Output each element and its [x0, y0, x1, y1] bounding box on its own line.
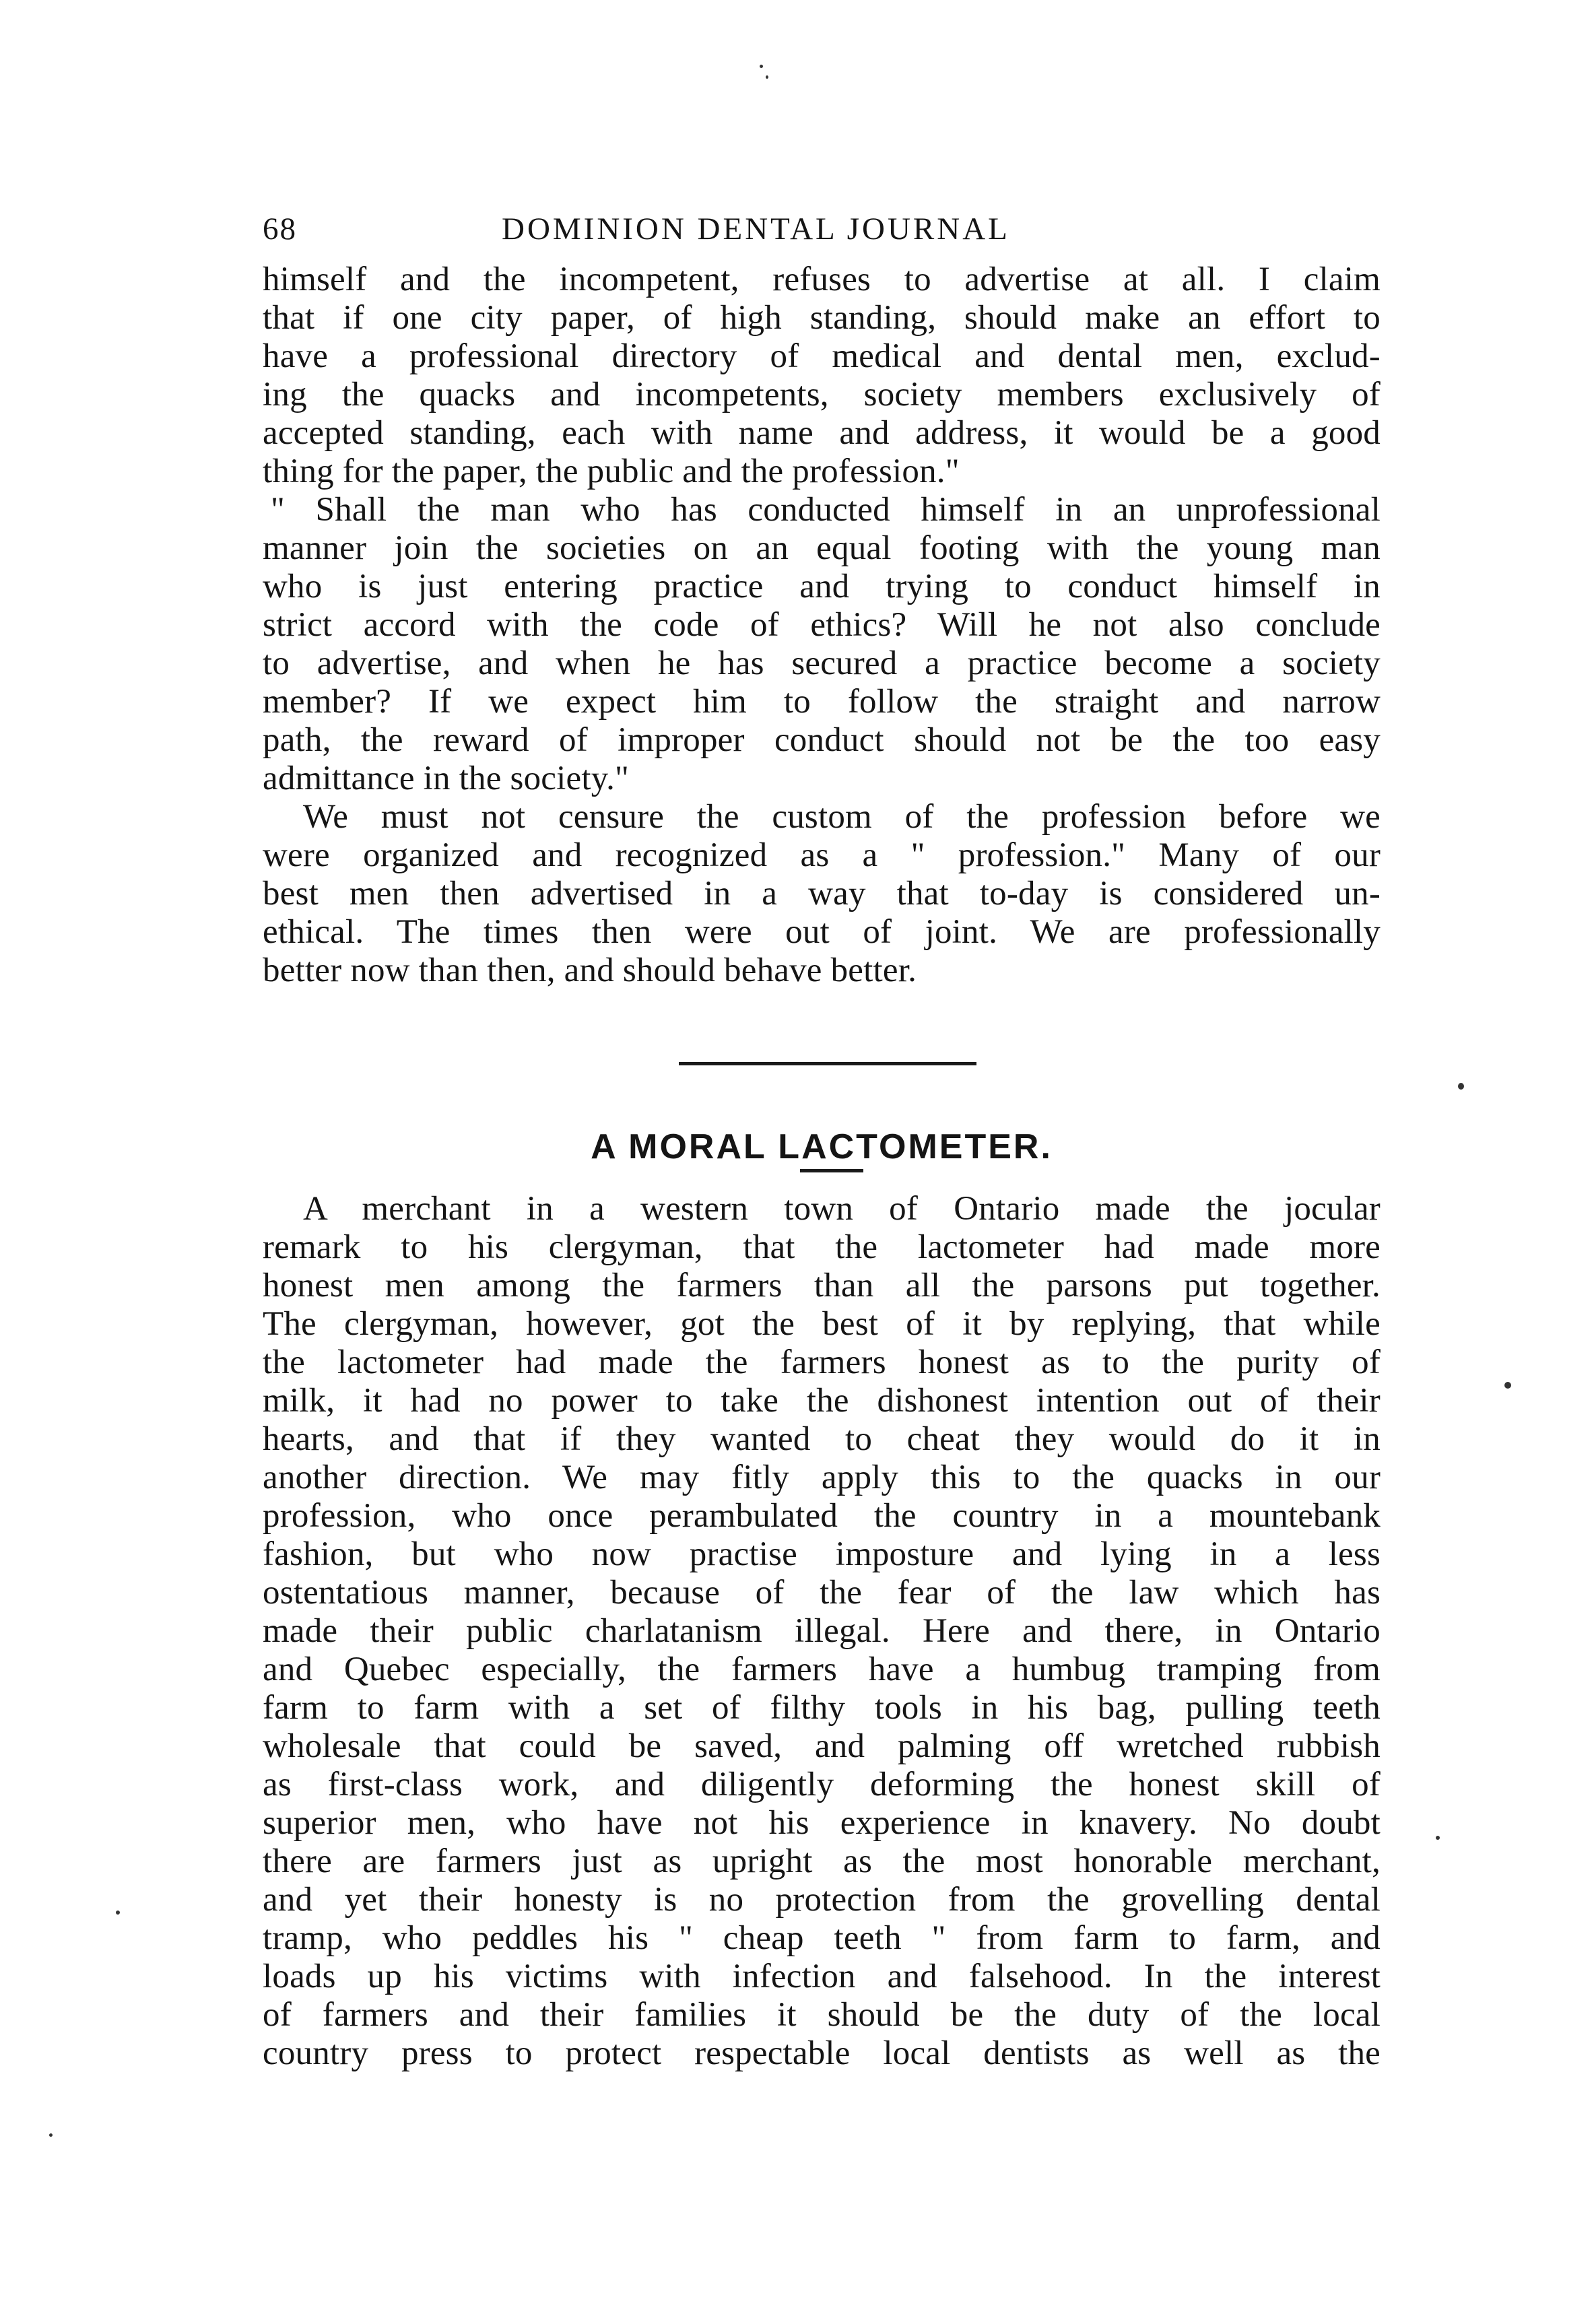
text-line: as first-class work, and diligently deforming the honest skill of: [263, 1766, 1381, 1803]
text-line: honest men among the farmers than all the parsons put together.: [263, 1267, 1381, 1304]
text-line: hearts, and that if they wanted to cheat they would do it in: [263, 1420, 1381, 1458]
scan-speck: [766, 75, 768, 79]
text-line: to advertise, and when he has secured a practice become a society: [263, 644, 1381, 682]
text-line: The clergyman, however, got the best of it by replying, that while: [263, 1305, 1381, 1343]
text-line: farm to farm with a set of filthy tools in his bag, pulling teeth: [263, 1689, 1381, 1727]
article-body: [263, 1190, 1381, 2073]
page-number: 68: [263, 211, 297, 246]
text-line: " Shall the man who has conducted himself in an unprofessional: [271, 491, 1381, 529]
text-line: thing for the paper, the public and the profession.": [263, 453, 960, 490]
section-divider: [679, 1062, 976, 1065]
text-line: better now than then, and should behave better.: [263, 952, 917, 989]
text-line: path, the reward of improper conduct should not be the too easy: [263, 721, 1381, 759]
text-line: A merchant in a western town of Ontario made the jocular: [303, 1190, 1381, 1228]
scan-speck: [1436, 1836, 1440, 1840]
text-line: were organized and recognized as a " profession." Many of our: [263, 836, 1381, 874]
text-line: ing the quacks and incompetents, society members exclusively of: [263, 376, 1381, 413]
text-line: and Quebec especially, the farmers have a humbug tramping from: [263, 1651, 1381, 1688]
text-line: strict accord with the code of ethics? Will he not also conclude: [263, 606, 1381, 644]
text-line: fashion, but who now practise imposture and lying in a less: [263, 1535, 1381, 1573]
text-line: of farmers and their families it should be the duty of the local: [263, 1996, 1381, 2034]
text-line: We must not censure the custom of the profession before we: [303, 798, 1381, 836]
heading-underline: [800, 1169, 863, 1172]
journal-title: DOMINION DENTAL JOURNAL: [502, 211, 1010, 246]
text-line: admittance in the society.": [263, 760, 630, 797]
text-line: ethical. The times then were out of joint. We are professionally: [263, 913, 1381, 951]
text-line: who is just entering practice and trying to conduct himself in: [263, 568, 1381, 605]
text-line: tramp, who peddles his " cheap teeth " from farm to farm, and: [263, 1919, 1381, 1957]
text-line: accepted standing, each with name and address, it would be a good: [263, 414, 1381, 452]
article-continuation: [263, 261, 1381, 990]
text-line: the lactometer had made the farmers honest as to the purity of: [263, 1343, 1381, 1381]
scan-speck: [1458, 1083, 1464, 1090]
journal-page: [263, 192, 1381, 2072]
text-line: there are farmers just as upright as the most honorable merchant,: [263, 1842, 1381, 1880]
text-line: profession, who once perambulated the country in a mountebank: [263, 1497, 1381, 1535]
running-head: [263, 192, 1381, 253]
scan-speck: [49, 2133, 53, 2137]
text-line: ostentatious manner, because of the fear of the law which has: [263, 1574, 1381, 1612]
text-line: made their public charlatanism illegal. Here and there, in Ontario: [263, 1612, 1381, 1650]
text-line: superior men, who have not his experience in knavery. No doubt: [263, 1804, 1381, 1842]
scan-speck: [760, 65, 763, 68]
text-line: best men then advertised in a way that to-day is considered un-: [263, 875, 1381, 912]
scan-speck: [116, 1911, 120, 1915]
text-line: manner join the societies on an equal footing with the young man: [263, 529, 1381, 567]
text-line: another direction. We may fitly apply this to the quacks in our: [263, 1459, 1381, 1496]
text-line: member? If we expect him to follow the straight and narrow: [263, 683, 1381, 721]
text-line: milk, it had no power to take the dishonest intention out of their: [263, 1382, 1381, 1420]
text-line: himself and the incompetent, refuses to advertise at all. I claim: [263, 261, 1381, 298]
article-heading: A MORAL LACTOMETER.: [591, 1127, 1053, 1166]
text-line: that if one city paper, of high standing, should make an effort to: [263, 299, 1381, 337]
text-line: have a professional directory of medical and dental men, exclud-: [263, 337, 1381, 375]
text-line: and yet their honesty is no protection from the grovelling dental: [263, 1881, 1381, 1919]
text-line: loads up his victims with infection and falsehood. In the interest: [263, 1958, 1381, 1995]
scan-speck: [1504, 1382, 1511, 1389]
text-line: wholesale that could be saved, and palming off wretched rubbish: [263, 1727, 1381, 1765]
text-line: country press to protect respectable local dentists as well as the: [263, 2034, 1381, 2072]
text-line: remark to his clergyman, that the lactometer had made more: [263, 1228, 1381, 1266]
